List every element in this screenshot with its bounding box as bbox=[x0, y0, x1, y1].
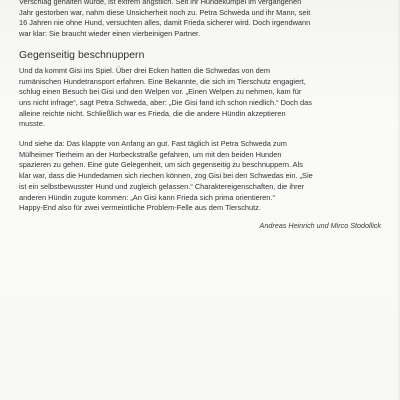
author-signature: Andreas Heinrich und Mirco Stodollick bbox=[259, 220, 381, 230]
text-line: anderen Hündin zugute kommen: „An Gisi kann Frieda sich prima orientieren.“ bbox=[19, 192, 275, 202]
body-paragraph bbox=[19, 139, 387, 214]
text-line: Verschlag gehalten wurde, ist extrem ängstlich. Seit ihr Hundekumpel im vergangenen bbox=[19, 0, 302, 6]
text-line: Und da kommt Gisi ins Spiel. Über drei Ecken hatten die Schwedas von dem bbox=[19, 65, 270, 75]
section-heading: Gegenseitig beschnuppern bbox=[19, 49, 145, 61]
intro-paragraph bbox=[19, 0, 387, 40]
text-line: schlug einen Besuch bei Gisi und den Welpen vor. „Einen Welpen zu nehmen, kam für bbox=[19, 87, 302, 97]
text-line: war klar: Sie braucht wieder einen vierbeinigen Partner. bbox=[19, 29, 201, 39]
text-line: 16 Jahren nie ohne Hund, versuchten alles, damit Frieda sicherer wird. Doch irgendwann bbox=[19, 18, 311, 28]
text-line: ist ein selbstbewusster Hund und zugleich gelassen.“ Charaktereigenschaften, die ihrer bbox=[19, 181, 305, 191]
text-line: spazieren zu gehen. Eine gute Gelegenheit, um sich gegenseitig zu beschnuppern. Als bbox=[19, 160, 303, 170]
text-line: rumänischen Hundetransport erfahren. Eine Bekannte, die sich im Tierschutz engagiert, bbox=[19, 76, 306, 86]
article-column bbox=[19, 0, 387, 231]
text-line: Happy-End also für zwei vermeintliche Problem-Felle aus dem Tierschutz. bbox=[19, 203, 261, 213]
text-line: Und siehe da: Das klappte von Anfang an gut. Fast täglich ist Petra Schweda zum bbox=[19, 139, 287, 149]
text-line: musste. bbox=[19, 119, 45, 129]
text-line: klar war, dass die Hundedamen sich riechen können, zog Gisi bei den Schwedas ein. „Sie bbox=[19, 171, 313, 181]
text-line: Mülheimer Tierheim an der Horbeckstraße gefahren, um mit den beiden Hunden bbox=[19, 149, 282, 159]
body-paragraph bbox=[19, 66, 387, 130]
text-line: alleine reichte nicht. Schließlich war es Frieda, die die andere Hündin akzeptieren bbox=[19, 108, 286, 118]
text-line: Jahr gestorben war, nahm diese Unsicherheit noch zu. Petra Schweda und ihr Mann, seit bbox=[19, 7, 311, 17]
text-line: uns nicht infrage“, sagt Petra Schweda, aber: „Die Gisi fand ich schon niedlich.“ Doch das bbox=[19, 97, 312, 107]
